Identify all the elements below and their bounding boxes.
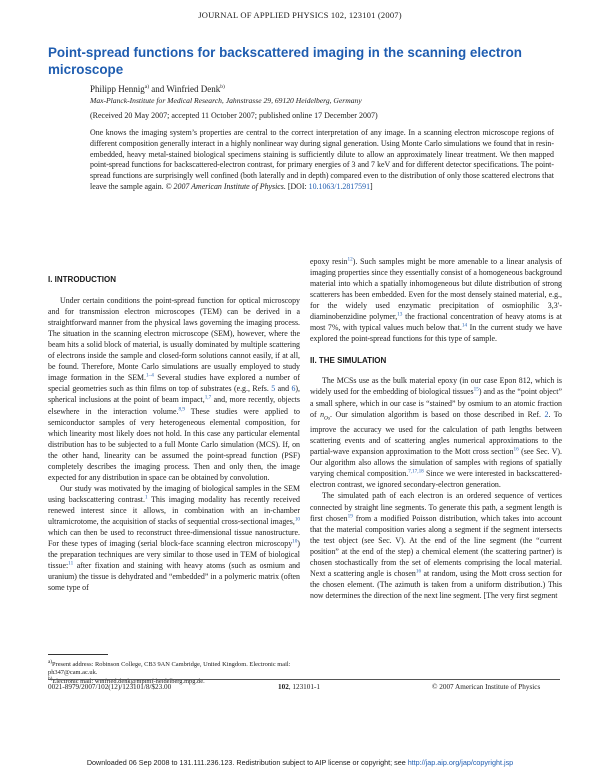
footnote-b-text: Electronic mail: winfried.denk@mpimf-heidelberg.mpg.de. <box>52 677 205 685</box>
journal-header: JOURNAL OF APPLIED PHYSICS 102, 123101 (2007) <box>198 10 402 20</box>
citation-ref[interactable]: 19 <box>347 512 353 519</box>
abstract-copyright: © 2007 American Institute of Physics. <box>165 181 286 191</box>
doi-prefix: [DOI: <box>285 181 309 191</box>
author-mark-b: b) <box>220 84 225 90</box>
author-hennig: Philipp Hennig <box>90 84 145 94</box>
author-and: and <box>149 84 167 94</box>
citation-ref[interactable]: 1–4 <box>146 372 154 379</box>
citation-ref[interactable]: 12 <box>347 256 353 263</box>
footer-rule <box>48 679 560 680</box>
author-mark-a: a) <box>144 84 150 90</box>
citation-ref[interactable]: 1,7 <box>204 394 212 401</box>
citation-ref[interactable]: 10 <box>292 538 298 545</box>
footnote-a <box>48 658 300 678</box>
abstract <box>90 128 554 193</box>
intro-paragraph-continued: epoxy resin$^{12}$). Such samples might be more amenable to a linear analysis of imaging properties since they essentially consist of a homogeneous background material into which a spatially inhomogeneous but dilute distribution of strong scatterers has been embedded. Even for the most densely stained material, e.g., for the widely used enzymatic precipitation of osmiophilic 3,3′-diaminobenzidine polymer,$^{13}$ the fractional concentration of heavy atoms is at most 7%, with typical values much below that.$^{14}$ In the current study we have explored the point-spread functions for this type of sample. <box>310 256 562 344</box>
citation-ref[interactable]: 7,17,18 <box>408 468 424 475</box>
author-line <box>90 84 225 94</box>
reference-link[interactable]: 5 <box>271 384 276 394</box>
footer-page-number: , 123101-1 <box>288 683 320 691</box>
paper-title: Point-spread functions for backscattered imaging in the scanning electron microscope <box>48 45 522 77</box>
footer-page <box>278 683 320 691</box>
footer-volume: 102 <box>278 683 289 691</box>
footnote-b-mark: b) <box>48 675 53 682</box>
section-heading-simulation: II. THE SIMULATION <box>310 356 387 366</box>
right-column <box>310 256 562 601</box>
copyright-link[interactable]: http://jap.aip.org/jap/copyright.jsp <box>407 758 514 767</box>
intro-paragraph-1: Under certain conditions the point-spread function for optical microscopy and for transmission electron microscopes (TEM) can be derived in a straightforward manner from the physical laws governing the imaging process. The situation in the scanning electron microscope (SEM), however, where the beam hits a solid block of material, is usually dominated by multiple scattering of electrons inside the sample and closed-form solutions cannot easily, if at all, be found. Therefore, Monte Carlo simulations are usually employed to study image formation in the SEM.$^{1-4}$ Several studies have explored a number of special geometries such as thin films on top of substrates (e.g., Refs. 5 and 6), spherical inclusions at the point of beam impact,$^{1,7}$ and, more recently, objects elsewhere in the interaction volume.$^{8,9}$ These studies were applied to semiconductor samples of very heterogeneous elemental composition, for which linearity most likely does not hold. In this case any particular elemental distribution has to be subjected to a full Monte Carlo simulation (MCS). If, on the other hand, linearity can be assumed the point-spread function (PSF) completely describes the imaging process. Then and only then, the image expected for any distribution in space can be obtained by convolution. <box>48 296 301 482</box>
citation-ref[interactable]: 14 <box>461 322 468 329</box>
citation-ref[interactable]: 11 <box>68 560 74 567</box>
citation-ref[interactable]: 10 <box>294 516 300 523</box>
citation-ref[interactable]: 16 <box>415 568 422 575</box>
simulation-paragraph-1: The MCSs use as the bulk material epoxy (in our case Epon 812, which is widely used for the embedding of biological tissues$^{15}$) and as the “point object” a small sphere, which in our case is “stained” by osmium to an atomic fraction of $n_{Os}$. Our simulation algorithm is based on those described in Ref. 2. To improve the accuracy we used for the calculation of path lengths between scattering events and of scattering angles numerical approximations to the partial-wave expansion approximation to the Mott cross section$^{16}$ (see Sec. V). Our algorithm also allows the simulation of samples with regions of spatially varying chemical composition.$^{7,17,18}$ Since we were interested in backscattered-electron contrast, we ignored secondary-electron generation. <box>310 376 562 490</box>
citation-ref[interactable]: 8,9 <box>178 405 185 412</box>
reference-link[interactable]: 6 <box>291 384 296 394</box>
download-notice <box>0 758 600 767</box>
math-subscript: Os <box>324 415 331 422</box>
footnote-a-text: Present address: Robinson College, CB3 9AN Cambridge, United Kingdom. Electronic mail: ph347@cam.ac.uk. <box>48 661 291 677</box>
doi-suffix: ] <box>370 181 373 191</box>
doi-link[interactable]: 10.1063/1.2817591 <box>308 181 371 191</box>
section-heading-introduction: I. INTRODUCTION <box>48 275 116 284</box>
author-denk: Winfried Denk <box>166 84 221 94</box>
citation-ref[interactable]: 13 <box>397 311 403 318</box>
citation-ref[interactable]: 16 <box>513 446 519 453</box>
download-text: Downloaded 06 Sep 2008 to 131.111.236.123. Redistribution subject to AIP license or copyright; see <box>86 758 408 767</box>
left-column <box>48 274 300 593</box>
footnote-rule <box>48 654 108 655</box>
math-symbol: n <box>320 409 325 419</box>
footer-issn: 0021-8979/2007/102(12)/123101/8/$23.00 <box>48 683 172 691</box>
citation-ref[interactable]: 1 <box>144 494 148 501</box>
footer-copyright: © 2007 American Institute of Physics <box>432 683 541 691</box>
reference-link[interactable]: 2 <box>544 409 549 419</box>
affiliation: Max-Planck-Institute for Medical Research, Jahnstrasse 29, 69120 Heidelberg, Germany <box>90 96 362 105</box>
footnote-a-mark: a) <box>48 658 53 665</box>
simulation-paragraph-2: The simulated path of each electron is an ordered sequence of vertices connected by straight line segments. To generate this path, a segment length is first chosen$^{19}$ from a modified Poisson distribution, which takes into account that the material composition varies along a segment if the segment intersects the test object (see Sec. V). At the end of the line segment (the “current position” at the end of the step) a chemical element (the scattering partner) is chosen stochastically from the set of elements comprising the local material. Next a scattering angle is chosen$^{16}$ at random, using the Mott cross section for the chosen element. (The azimuth is taken from a uniform distribution.) This now determines the direction of the next line segment. [The very first segment <box>310 491 562 600</box>
received-dates: (Received 20 May 2007; accepted 11 October 2007; published online 17 December 2007) <box>90 111 378 120</box>
citation-ref[interactable]: 15 <box>473 386 479 393</box>
intro-paragraph-2: Our study was motivated by the imaging of biological samples in the SEM using backscattering contrast.$^1$ This imaging modality has recently received renewed interest since it allows, in combination with an in-chamber ultramicrotome, the acquisition of stacks of sequential cross-sectional images,$^{10}$ which can then be used to reconstruct three-dimensional tissue nanostructure. For these types of imaging (serial block-face scanning electron microscopy$^{10}$) the preparation techniques are very similar to those used in TEM of biological tissue:$^{11}$ after fixation and staining with heavy atoms (such as osmium and uranium) the tissue is dehydrated and “embedded” in a polymeric matrix (often some type of <box>48 483 300 593</box>
abstract-text: One knows the imaging system’s properties are central to the correct interpretation of any image. In a scanning electron microscope regions of different composition generally interact in a highly nonlinear way during signal generation. Using Monte Carlo simulations we found that in resin-embedded, heavy metal-stained biological specimens staining is sufficiently dilute to allow an approximately linear treatment. We then mapped point-spread functions for backscattered-electron contrast, for primary energies of 3 and 7 keV and for different detector specifications. The point-spread functions are surprisingly well confined (both laterally and in depth) compared even to the distribution of only those scattered electrons that leave the sample again. <box>90 128 554 191</box>
